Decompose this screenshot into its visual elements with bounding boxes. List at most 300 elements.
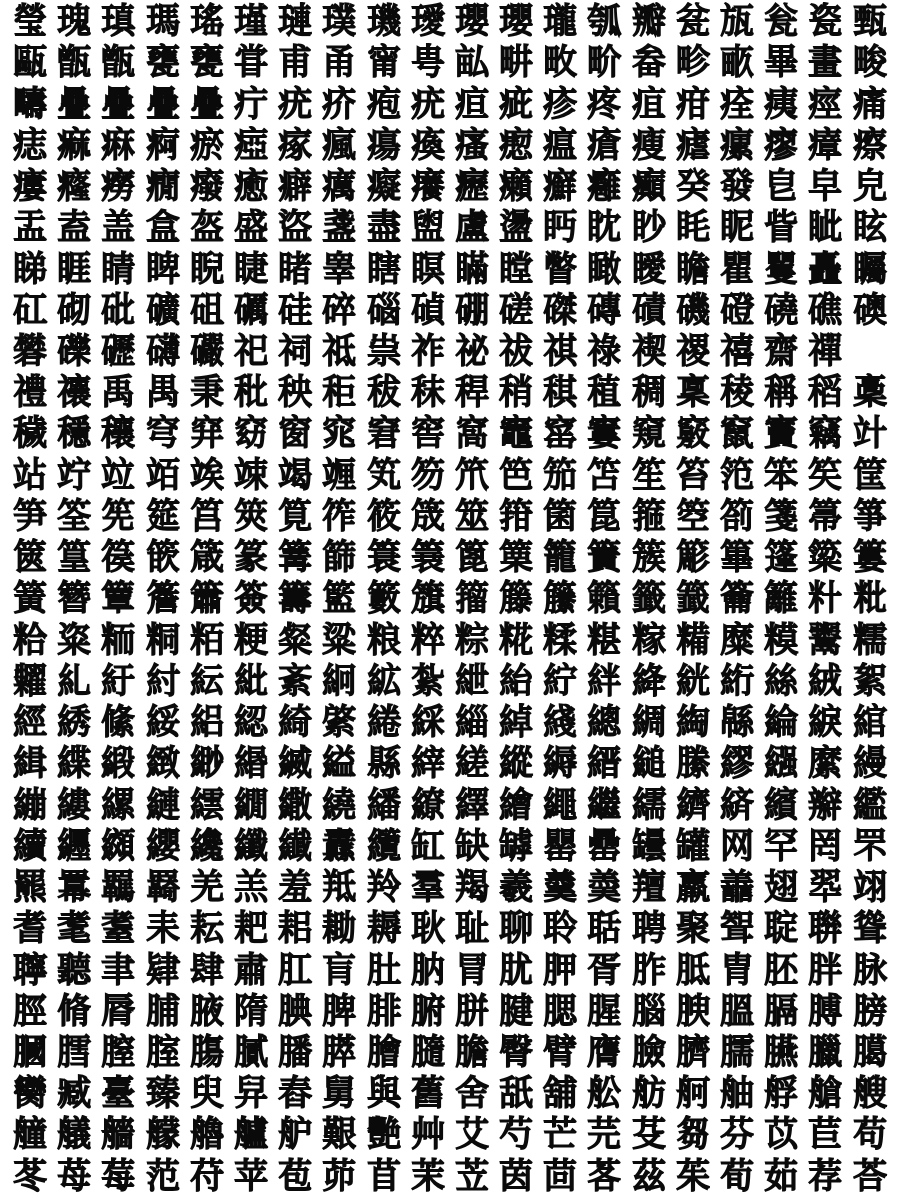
kanji-glyph: 眩: [852, 208, 887, 249]
kanji-glyph: 荐: [808, 1156, 843, 1197]
kanji-glyph: 甑: [101, 43, 136, 84]
kanji-glyph: 臍: [675, 1032, 710, 1073]
kanji-glyph: 瞰: [587, 249, 622, 290]
kanji-glyph: 膃: [720, 991, 755, 1032]
kanji-glyph: 眤: [720, 208, 755, 249]
kanji-glyph: 耙: [234, 909, 269, 950]
kanji-glyph: 發: [720, 167, 755, 208]
kanji-glyph: 篏: [145, 538, 180, 579]
kanji-glyph: 盜: [278, 208, 313, 249]
kanji-glyph: 瞞: [454, 249, 489, 290]
kanji-glyph: 疵: [499, 84, 534, 125]
kanji-glyph: 苹: [234, 1156, 269, 1197]
kanji-glyph: 繦: [764, 744, 799, 785]
kanji-glyph: 糯: [852, 620, 887, 661]
kanji-glyph: 癩: [499, 167, 534, 208]
kanji-glyph: 疇: [13, 84, 48, 125]
kanji-glyph: 繹: [454, 785, 489, 826]
kanji-glyph: 簓: [675, 538, 710, 579]
kanji-glyph: 穹: [145, 414, 180, 455]
kanji-glyph: 耨: [366, 909, 401, 950]
kanji-glyph: 睚: [57, 249, 92, 290]
kanji-glyph: 籵: [808, 579, 843, 620]
kanji-glyph: 綽: [499, 703, 534, 744]
kanji-glyph: 脛: [13, 991, 48, 1032]
kanji-glyph: 綛: [234, 703, 269, 744]
kanji-glyph: 畚: [631, 43, 666, 84]
kanji-glyph: 笶: [808, 455, 843, 496]
kanji-glyph: 聹: [13, 950, 48, 991]
kanji-glyph: 綮: [322, 703, 357, 744]
kanji-glyph: 腱: [499, 991, 534, 1032]
kanji-glyph: 艘: [852, 1074, 887, 1115]
kanji-glyph: 膺: [587, 1032, 622, 1073]
kanji-glyph: 穢: [13, 414, 48, 455]
kanji-glyph: 繙: [366, 785, 401, 826]
kanji-glyph: 畊: [499, 43, 534, 84]
kanji-glyph: 祟: [366, 331, 401, 372]
kanji-glyph: 箟: [587, 496, 622, 537]
kanji-glyph: 礁: [808, 290, 843, 331]
kanji-glyph: 睥: [145, 249, 180, 290]
kanji-glyph: 皁: [808, 167, 843, 208]
kanji-glyph: 膕: [13, 1032, 48, 1073]
kanji-glyph: 縡: [410, 744, 445, 785]
kanji-glyph: 簷: [145, 579, 180, 620]
kanji-glyph: 籤: [631, 579, 666, 620]
kanji-glyph: 繻: [631, 785, 666, 826]
kanji-glyph: 畆: [454, 43, 489, 84]
kanji-glyph: 腥: [587, 991, 622, 1032]
kanji-glyph: 畯: [852, 43, 887, 84]
kanji-glyph: 繞: [322, 785, 357, 826]
kanji-glyph: 絳: [631, 661, 666, 702]
kanji-glyph: 稱: [764, 373, 799, 414]
kanji-glyph: 譱: [720, 868, 755, 909]
kanji-glyph: 紮: [410, 661, 445, 702]
kanji-glyph: 癰: [587, 167, 622, 208]
kanji-glyph: 甞: [234, 43, 269, 84]
kanji-glyph: 筐: [852, 455, 887, 496]
kanji-glyph: 舐: [499, 1074, 534, 1115]
kanji-glyph: 磔: [543, 290, 578, 331]
kanji-glyph: 竚: [57, 455, 92, 496]
kanji-glyph: 网: [720, 826, 755, 867]
kanji-glyph: 篁: [57, 538, 92, 579]
kanji-glyph: 碎: [322, 290, 357, 331]
kanji-glyph: 臺: [101, 1074, 136, 1115]
kanji-glyph: 簍: [852, 538, 887, 579]
kanji-glyph: 祓: [499, 331, 534, 372]
kanji-glyph: 睹: [278, 249, 313, 290]
kanji-glyph: 睾: [322, 249, 357, 290]
kanji-glyph: 籥: [720, 579, 755, 620]
kanji-glyph: 碯: [366, 290, 401, 331]
kanji-glyph: 窘: [366, 414, 401, 455]
kanji-glyph: 腑: [410, 991, 445, 1032]
kanji-glyph: 聿: [101, 950, 136, 991]
kanji-glyph: 縟: [543, 744, 578, 785]
kanji-glyph: 筬: [410, 496, 445, 537]
kanji-glyph: 禳: [57, 373, 92, 414]
kanji-glyph: 羮: [587, 868, 622, 909]
kanji-glyph: 縻: [808, 744, 843, 785]
kanji-glyph: 祕: [454, 331, 489, 372]
kanji-glyph: 粲: [278, 620, 313, 661]
kanji-glyph: 癡: [366, 167, 401, 208]
kanji-glyph: 耋: [101, 909, 136, 950]
kanji-glyph: 簟: [101, 579, 136, 620]
kanji-glyph: 繖: [278, 785, 313, 826]
kanji-glyph: 筌: [57, 496, 92, 537]
kanji-glyph: 艙: [808, 1074, 843, 1115]
kanji-glyph: 絛: [101, 703, 136, 744]
kanji-glyph: 穰: [101, 414, 136, 455]
kanji-glyph: 紲: [454, 661, 489, 702]
kanji-glyph: 肄: [145, 950, 180, 991]
kanji-glyph: 胄: [720, 950, 755, 991]
kanji-glyph: 瞑: [410, 249, 445, 290]
kanji-glyph: 羇: [145, 868, 180, 909]
kanji-glyph: 糀: [499, 620, 534, 661]
kanji-glyph: 瘃: [278, 125, 313, 166]
kanji-glyph: 瞎: [366, 249, 401, 290]
kanji-glyph: 膽: [454, 1032, 489, 1073]
kanji-glyph: 糜: [720, 620, 755, 661]
kanji-glyph: 緇: [454, 703, 489, 744]
kanji-glyph: 窺: [631, 414, 666, 455]
kanji-glyph: 疊: [189, 84, 224, 125]
kanji-glyph: 繚: [410, 785, 445, 826]
kanji-glyph: 辮: [808, 785, 843, 826]
kanji-glyph: 苞: [278, 1156, 313, 1197]
kanji-glyph: 笳: [543, 455, 578, 496]
kanji-glyph: 篝: [278, 538, 313, 579]
kanji-glyph: 絋: [366, 661, 401, 702]
kanji-glyph: 繃: [13, 785, 48, 826]
kanji-glyph: 羌: [189, 868, 224, 909]
kanji-glyph: 痊: [720, 84, 755, 125]
kanji-glyph: 簗: [808, 538, 843, 579]
kanji-glyph: 茱: [675, 1156, 710, 1197]
kanji-glyph: 眥: [764, 208, 799, 249]
kanji-glyph: 茹: [764, 1156, 799, 1197]
kanji-glyph: 甕: [145, 43, 180, 84]
kanji-glyph: 縋: [631, 744, 666, 785]
kanji-glyph: 羯: [454, 868, 489, 909]
kanji-glyph: 聟: [720, 909, 755, 950]
kanji-glyph: 笞: [675, 455, 710, 496]
kanji-glyph: 疔: [234, 84, 269, 125]
kanji-glyph: 竡: [145, 455, 180, 496]
kanji-glyph: 畍: [587, 43, 622, 84]
kanji-glyph: 礪: [234, 290, 269, 331]
kanji-glyph: 簫: [189, 579, 224, 620]
kanji-glyph: 疊: [57, 84, 92, 125]
kanji-glyph: 臻: [145, 1074, 180, 1115]
kanji-glyph: 禹: [101, 373, 136, 414]
kanji-glyph: 綵: [410, 703, 445, 744]
kanji-glyph: 篌: [101, 538, 136, 579]
kanji-glyph: 肭: [410, 950, 445, 991]
kanji-glyph: 禺: [145, 373, 180, 414]
kanji-glyph: 艱: [322, 1115, 357, 1156]
kanji-glyph: 笙: [631, 455, 666, 496]
kanji-glyph: 瓮: [764, 2, 799, 43]
kanji-glyph: 甹: [410, 43, 445, 84]
kanji-glyph: 笵: [720, 455, 755, 496]
kanji-glyph: 礬: [13, 331, 48, 372]
kanji-glyph: 箚: [720, 496, 755, 537]
kanji-glyph: 芟: [631, 1115, 666, 1156]
kanji-glyph: 缺: [454, 826, 489, 867]
kanji-glyph: 稠: [631, 373, 666, 414]
kanji-glyph: 鬻: [808, 620, 843, 661]
kanji-glyph: 硼: [454, 290, 489, 331]
kanji-glyph: 荀: [720, 1156, 755, 1197]
kanji-glyph: 絲: [764, 661, 799, 702]
kanji-glyph: 芬: [720, 1115, 755, 1156]
kanji-glyph: 瘻: [13, 167, 48, 208]
kanji-glyph: 瘙: [454, 125, 489, 166]
kanji-glyph: 矚: [852, 249, 887, 290]
kanji-glyph: 瞥: [543, 249, 578, 290]
kanji-glyph: 礰: [101, 331, 136, 372]
kanji-glyph: 簽: [234, 579, 269, 620]
kanji-glyph: 臀: [499, 1032, 534, 1073]
kanji-glyph: 竈: [499, 414, 534, 455]
kanji-glyph: 疳: [675, 84, 710, 125]
kanji-glyph: 睨: [189, 249, 224, 290]
kanji-glyph: 禧: [720, 331, 755, 372]
kanji-glyph: 艸: [410, 1115, 445, 1156]
kanji-glyph: 盪: [499, 208, 534, 249]
kanji-glyph: 祿: [587, 331, 622, 372]
kanji-glyph: 聽: [57, 950, 92, 991]
kanji-glyph: 秕: [234, 373, 269, 414]
kanji-glyph: 盛: [234, 208, 269, 249]
kanji-glyph: 聨: [808, 909, 843, 950]
kanji-glyph: 竭: [278, 455, 313, 496]
kanji-glyph: 苙: [454, 1156, 489, 1197]
kanji-glyph: 紜: [189, 661, 224, 702]
kanji-glyph: 繪: [499, 785, 534, 826]
kanji-glyph: 芒: [543, 1115, 578, 1156]
kanji-glyph: 甕: [189, 43, 224, 84]
kanji-glyph: 緞: [101, 744, 136, 785]
kanji-glyph: 絅: [322, 661, 357, 702]
kanji-glyph: 莓: [101, 1156, 136, 1197]
kanji-glyph: 竝: [101, 455, 136, 496]
kanji-glyph: 癬: [543, 167, 578, 208]
kanji-glyph: 腓: [366, 991, 401, 1032]
kanji-glyph: 羚: [366, 868, 401, 909]
kanji-glyph: 芻: [675, 1115, 710, 1156]
kanji-glyph: 羹: [543, 868, 578, 909]
kanji-glyph: 秧: [278, 373, 313, 414]
kanji-glyph: 苳: [13, 1156, 48, 1197]
kanji-glyph: 胖: [808, 950, 843, 991]
kanji-glyph: 竢: [189, 455, 224, 496]
kanji-glyph: 繼: [587, 785, 622, 826]
kanji-glyph: 糶: [13, 661, 48, 702]
kanji-glyph: 瑩: [13, 2, 48, 43]
kanji-glyph: 苜: [366, 1156, 401, 1197]
kanji-glyph: 癢: [410, 167, 445, 208]
kanji-glyph: 肚: [366, 950, 401, 991]
kanji-glyph: 羞: [278, 868, 313, 909]
kanji-glyph: 臑: [720, 1032, 755, 1073]
kanji-glyph: 疊: [145, 84, 180, 125]
kanji-glyph: 癇: [145, 167, 180, 208]
kanji-glyph: 盂: [13, 208, 48, 249]
kanji-glyph: 纓: [145, 826, 180, 867]
kanji-glyph: 疊: [101, 84, 136, 125]
kanji-glyph: 縅: [278, 744, 313, 785]
kanji-glyph: 箏: [852, 496, 887, 537]
kanji-glyph: 盒: [145, 208, 180, 249]
kanji-glyph: 痾: [145, 125, 180, 166]
kanji-glyph: 篆: [234, 538, 269, 579]
kanji-glyph: 翆: [808, 868, 843, 909]
kanji-glyph: 繆: [720, 744, 755, 785]
kanji-glyph: 璣: [366, 2, 401, 43]
kanji-glyph: 經: [13, 703, 48, 744]
kanji-glyph: 罍: [587, 826, 622, 867]
kanji-glyph: 膵: [322, 1032, 357, 1073]
kanji-glyph: 癘: [322, 167, 357, 208]
kanji-glyph: 絨: [808, 661, 843, 702]
kanji-glyph: 纜: [366, 826, 401, 867]
kanji-glyph: 粡: [145, 620, 180, 661]
kanji-glyph: 茵: [499, 1156, 534, 1197]
kanji-glyph: 臾: [189, 1074, 224, 1115]
kanji-glyph: 窕: [322, 414, 357, 455]
kanji-glyph: 胝: [675, 950, 710, 991]
kanji-glyph: 罔: [808, 826, 843, 867]
kanji-glyph: 苺: [57, 1156, 92, 1197]
kanji-glyph: 瑾: [234, 2, 269, 43]
kanji-glyph: 礹: [189, 331, 224, 372]
kanji-glyph: 礇: [852, 290, 887, 331]
kanji-glyph: 瘦: [631, 125, 666, 166]
kanji-glyph: 粽: [454, 620, 489, 661]
kanji-glyph: 舅: [322, 1074, 357, 1115]
kanji-glyph: 睛: [101, 249, 136, 290]
kanji-glyph: 瓔: [499, 2, 534, 43]
kanji-glyph: 窗: [278, 414, 313, 455]
kanji-glyph: 箍: [631, 496, 666, 537]
kanji-glyph: 聘: [631, 909, 666, 950]
kanji-glyph: 癆: [101, 167, 136, 208]
kanji-glyph: 臈: [852, 1032, 887, 1073]
kanji-glyph: 瑪: [145, 2, 180, 43]
kanji-glyph: 耜: [278, 909, 313, 950]
kanji-glyph: 盞: [322, 208, 357, 249]
kanji-glyph: 糺: [57, 661, 92, 702]
kanji-glyph: 聊: [499, 909, 534, 950]
kanji-glyph: 甯: [366, 43, 401, 84]
kanji-glyph: 艫: [234, 1115, 269, 1156]
kanji-glyph: 臘: [808, 1032, 843, 1073]
kanji-glyph: 禊: [631, 331, 666, 372]
kanji-glyph: 箘: [543, 496, 578, 537]
kanji-glyph: 罅: [499, 826, 534, 867]
kanji-glyph: 羝: [322, 868, 357, 909]
kanji-glyph: 繽: [764, 785, 799, 826]
kanji-glyph: 罎: [631, 826, 666, 867]
kanji-glyph: 籔: [366, 579, 401, 620]
kanji-glyph: 粮: [366, 620, 401, 661]
kanji-glyph: 瘀: [189, 125, 224, 166]
kanji-glyph: 縉: [587, 744, 622, 785]
kanji-glyph: 臉: [631, 1032, 666, 1073]
kanji-glyph: 范: [145, 1156, 180, 1197]
kanji-glyph: 縒: [454, 744, 489, 785]
kanji-glyph: 籟: [587, 579, 622, 620]
kanji-glyph: 瓣: [631, 2, 666, 43]
kanji-glyph: 粱: [322, 620, 357, 661]
kanji-glyph: 笏: [410, 455, 445, 496]
kanji-glyph: 疹: [543, 84, 578, 125]
kanji-glyph: 瞻: [675, 249, 710, 290]
kanji-glyph: 瘋: [322, 125, 357, 166]
kanji-glyph: 臂: [543, 1032, 578, 1073]
kanji-glyph: 緜: [720, 703, 755, 744]
kanji-glyph: 畞: [720, 43, 755, 84]
kanji-glyph: 總: [587, 703, 622, 744]
kanji-glyph: 苟: [852, 1115, 887, 1156]
kanji-glyph: 緤: [57, 744, 92, 785]
kanji-glyph: 竊: [808, 414, 843, 455]
kanji-glyph: 疣: [278, 84, 313, 125]
kanji-glyph: 盡: [366, 208, 401, 249]
kanji-glyph: 糒: [675, 620, 710, 661]
kanji-glyph: 艀: [764, 1074, 799, 1115]
kanji-glyph: 聚: [675, 909, 710, 950]
kanji-glyph: 瘧: [675, 125, 710, 166]
kanji-glyph: 甄: [852, 2, 887, 43]
kanji-glyph: 穽: [189, 414, 224, 455]
kanji-glyph: 竦: [234, 455, 269, 496]
kanji-glyph: 痣: [13, 125, 48, 166]
kanji-glyph: 竇: [764, 414, 799, 455]
kanji-glyph: 癈: [189, 167, 224, 208]
kanji-glyph: 稙: [587, 373, 622, 414]
kanji-glyph: 粭: [13, 620, 48, 661]
kanji-glyph: 箝: [499, 496, 534, 537]
kanji-glyph: 膰: [278, 1032, 313, 1073]
kanji-glyph: 粨: [189, 620, 224, 661]
kanji-glyph: 箴: [189, 538, 224, 579]
kanji-glyph: 瓠: [587, 2, 622, 43]
kanji-glyph: 盖: [101, 208, 136, 249]
kanji-glyph: 禝: [675, 331, 710, 372]
kanji-glyph: 繧: [189, 785, 224, 826]
kanji-glyph: 箋: [764, 496, 799, 537]
kanji-glyph: 緡: [234, 744, 269, 785]
kanji-glyph: 筵: [145, 496, 180, 537]
kanji-glyph: 艪: [189, 1115, 224, 1156]
kanji-glyph: 芍: [499, 1115, 534, 1156]
kanji-glyph: 羃: [57, 868, 92, 909]
kanji-glyph: 纃: [675, 785, 710, 826]
kanji-glyph: 睇: [13, 249, 48, 290]
kanji-glyph: 舫: [631, 1074, 666, 1115]
kanji-glyph: 膓: [189, 1032, 224, 1073]
kanji-glyph: 苡: [764, 1115, 799, 1156]
kanji-glyph: 綯: [675, 703, 710, 744]
